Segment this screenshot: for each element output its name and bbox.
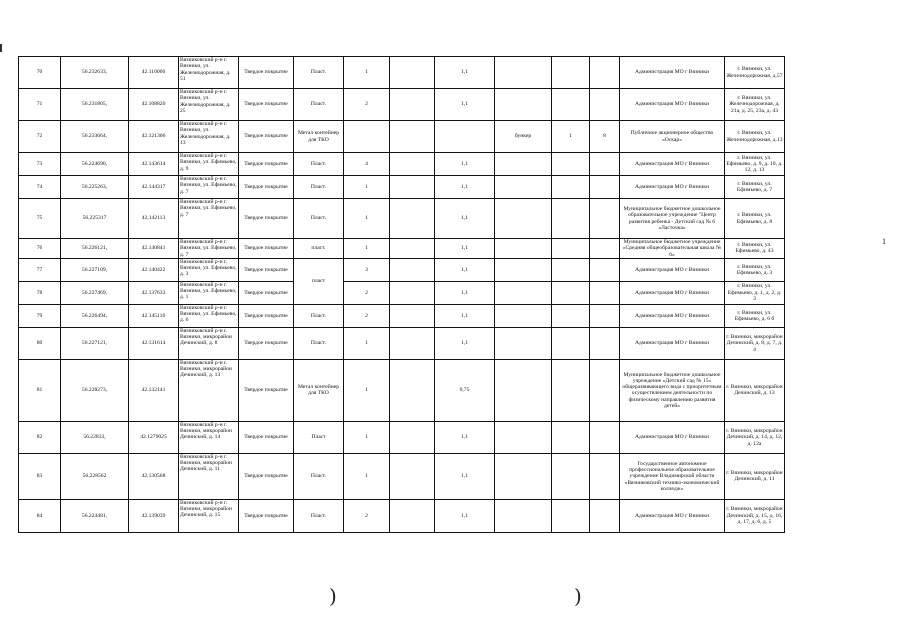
waste-source-addresses-cell: г. Вязники, микрорайон Дечинский, д. 13 xyxy=(725,359,785,421)
site-address-cell: Вязниковский р-н г. Вязники, ул. Ефимьево, д. 1 xyxy=(179,281,239,304)
site-address-cell: Вязниковский р-н г. Вязники, микрорайон Дечинский, д. 15 xyxy=(179,499,239,532)
table-row xyxy=(19,121,785,153)
waste-source-addresses-cell: г. Вязники, ул. Ефимьево, д. 43 xyxy=(725,239,785,259)
row-number-cell: 80 xyxy=(19,327,61,359)
site-address-cell: Вязниковский р-н г. Вязники, микрорайон Дечинский, д. 13 xyxy=(179,359,239,421)
site-address-cell: Вязниковский р-н г. Вязники, ул. Ефимьево, д. 7 xyxy=(179,199,239,239)
bunker-type-cell xyxy=(495,304,552,327)
container-count-cell: 4 xyxy=(344,153,390,176)
spacer-cell-cell xyxy=(390,239,435,259)
surface-type-cell: Твердое покрытие xyxy=(239,327,294,359)
bunker-type-cell: бункер xyxy=(495,121,552,153)
bunker-count-cell xyxy=(552,359,590,421)
bunker-count-cell xyxy=(552,57,590,89)
latitude-cell: 56.228273, xyxy=(61,359,129,421)
latitude-cell: 56.233664, xyxy=(61,121,129,153)
container-volume-cell: 0,75 xyxy=(435,359,495,421)
bunker-type-cell xyxy=(495,281,552,304)
row-number-cell: 77 xyxy=(19,258,61,281)
surface-type-cell: Твердое покрытие xyxy=(239,239,294,259)
waste-source-addresses-cell: г. Вязники, ул. Ефимьево, д. 1, д. 2, д. 3 xyxy=(725,281,785,304)
site-address-cell: Вязниковский р-н г. Вязники, ул. Ефимьево, д. 6 xyxy=(179,304,239,327)
scan-edge-mark xyxy=(0,44,2,52)
container-count-cell: 2 xyxy=(344,304,390,327)
table-row xyxy=(19,258,785,281)
bunker-count-cell xyxy=(552,89,590,121)
site-address-cell: Вязниковский р-н г. Вязники, ул. Ефимьево, д. 7 xyxy=(179,176,239,199)
row-number-cell: 84 xyxy=(19,499,61,532)
container-volume-cell: 1,1 xyxy=(435,281,495,304)
owner-organization-cell: Администрация МО г Вязники xyxy=(620,57,725,89)
bunker-count-cell xyxy=(552,199,590,239)
bunker-volume-cell xyxy=(590,239,620,259)
owner-organization-cell: Администрация МО г Вязники xyxy=(620,258,725,281)
owner-organization-cell: Администрация МО г Вязники xyxy=(620,499,725,532)
surface-type-cell: Твердое покрытие xyxy=(239,304,294,327)
bunker-type-cell xyxy=(495,57,552,89)
bunker-count-cell xyxy=(552,258,590,281)
bunker-volume-cell xyxy=(590,176,620,199)
container-material-cell: Метал контейнер для ТКО xyxy=(294,359,344,421)
site-address-cell: Вязниковский р-н г. Вязники, микрорайон Дечинский, д. 14 xyxy=(179,421,239,453)
site-address-cell: Вязниковский р-н г. Вязники, ул. Ефимьево, д. 9 xyxy=(179,153,239,176)
waste-source-addresses-cell: г. Вязники, ул. Железнодорожная, д.13 xyxy=(725,121,785,153)
container-material-cell: Пласт. xyxy=(294,499,344,532)
container-volume-cell: 1,1 xyxy=(435,89,495,121)
row-number-cell: 74 xyxy=(19,176,61,199)
bunker-count-cell xyxy=(552,421,590,453)
surface-type-cell: Твердое покрытие xyxy=(239,499,294,532)
longitude-cell: 42.121306 xyxy=(129,121,179,153)
bunker-type-cell xyxy=(495,359,552,421)
table-row xyxy=(19,239,785,259)
waste-source-addresses-cell: г. Вязники, микрорайон Дечинский, д. 11 xyxy=(725,453,785,499)
waste-source-addresses-cell: г. Вязники, ул. Железнодорожная, д.57 xyxy=(725,57,785,89)
site-address-cell: Вязниковский р-н г. Вязники, ул. Ефимьево, д. 7 xyxy=(180,239,237,258)
owner-organization-cell: Администрация МО г Вязники xyxy=(620,327,725,359)
container-material-cell: Пласт. xyxy=(294,89,344,121)
bunker-type-cell xyxy=(495,89,552,121)
container-material-cell: пласт xyxy=(294,258,344,304)
container-count-cell: 1 xyxy=(344,239,390,259)
spacer-cell-cell xyxy=(390,199,435,239)
container-volume-cell: 1,1 xyxy=(435,453,495,499)
container-volume-cell xyxy=(435,121,495,153)
container-material-cell: Пласт. xyxy=(294,304,344,327)
site-address-cell: Вязниковский р-н г. Вязники, ул. Ефимьево, д. 3 xyxy=(179,258,239,281)
spacer-cell-cell xyxy=(390,89,435,121)
surface-type-cell: Твердое покрытие xyxy=(239,153,294,176)
owner-organization-cell: Администрация МО г Вязники xyxy=(620,153,725,176)
container-material-cell: Пласт. xyxy=(294,327,344,359)
margin-mark-right: ) xyxy=(574,584,582,608)
latitude-cell: 56.231805, xyxy=(61,89,129,121)
spacer-cell-cell xyxy=(390,153,435,176)
container-volume-cell: 1,1 xyxy=(435,421,495,453)
bunker-volume-cell xyxy=(590,359,620,421)
margin-mark-left: ) xyxy=(329,584,337,608)
owner-organization-cell: Муниципальное бюджетное дошкольное образовательное учреждение "Центр развития ребенка - Детский сад № 6 «Ласточка» xyxy=(620,199,725,239)
container-count-cell: 3 xyxy=(344,258,390,281)
container-volume-cell: 1,1 xyxy=(435,304,495,327)
latitude-cell: 56.232633, xyxy=(61,57,129,89)
row-number-cell: 72 xyxy=(19,121,61,153)
table-row xyxy=(19,421,785,453)
container-count-cell: 1 xyxy=(344,327,390,359)
bunker-type-cell xyxy=(495,327,552,359)
bunker-count-cell xyxy=(552,304,590,327)
container-count-cell xyxy=(344,121,390,153)
bunker-count-cell xyxy=(552,327,590,359)
owner-organization-cell: Администрация МО г Вязники xyxy=(620,304,725,327)
longitude-cell: 42.108820 xyxy=(129,89,179,121)
container-count-cell: 1 xyxy=(344,421,390,453)
latitude-cell: 56,228562 xyxy=(61,453,129,499)
container-volume-cell: 1,1 xyxy=(435,258,495,281)
bunker-type-cell xyxy=(495,239,552,259)
container-count-cell: 1 xyxy=(344,57,390,89)
bunker-type-cell xyxy=(495,199,552,239)
longitude-cell: 42.132141 xyxy=(129,359,179,421)
longitude-cell: 42,130568 xyxy=(129,453,179,499)
bunker-volume-cell xyxy=(590,199,620,239)
latitude-cell: 56.226121, xyxy=(61,239,129,259)
spacer-cell-cell xyxy=(390,421,435,453)
bunker-volume-cell xyxy=(590,453,620,499)
container-material-cell: Пласт. xyxy=(294,153,344,176)
longitude-cell: 42.139039 xyxy=(129,499,179,532)
bunker-type-cell xyxy=(495,176,552,199)
bunker-volume-cell xyxy=(590,281,620,304)
waste-source-addresses-cell: г. Вязники, ул. Ефимьево, д. 7 xyxy=(725,176,785,199)
surface-type-cell: Твердое покрытие xyxy=(239,421,294,453)
longitude-cell: 42.110060 xyxy=(129,57,179,89)
waste-source-addresses-cell: г. Вязники, микрорайон Дечинский, д. 15, д. 16, д. 17, д. 6, д. 5 xyxy=(725,499,785,532)
bunker-count-cell: 1 xyxy=(552,121,590,153)
container-count-cell: 2 xyxy=(344,89,390,121)
waste-source-addresses-cell: г. Вязники, ул. Ефимьево, д. 3 xyxy=(725,258,785,281)
latitude-cell: 56.22833, xyxy=(61,421,129,453)
latitude-cell: 56.227469, xyxy=(61,281,129,304)
bunker-volume-cell xyxy=(590,89,620,121)
spacer-cell-cell xyxy=(390,499,435,532)
bunker-count-cell xyxy=(552,239,590,259)
container-sites-table xyxy=(18,56,785,533)
row-number-cell: 76 xyxy=(19,239,61,259)
container-material-cell: Пласт xyxy=(294,421,344,453)
surface-type-cell: Твердое покрытие xyxy=(239,258,294,281)
longitude-cell: 42.145116 xyxy=(129,304,179,327)
bunker-volume-cell xyxy=(590,304,620,327)
table-row xyxy=(19,304,785,327)
spacer-cell-cell xyxy=(390,176,435,199)
bunker-type-cell xyxy=(495,421,552,453)
waste-source-addresses-cell: г. Вязники, микрорайон Дечинский, д. 14, д. 12, д. 12а xyxy=(725,421,785,453)
longitude-cell: 42.1279025 xyxy=(129,421,179,453)
site-address-cell: Вязниковский р-н г. Вязники, ул. Железнодорожная, д. 51 xyxy=(179,57,239,89)
row-number-cell: 82 xyxy=(19,421,61,453)
bunker-count-cell xyxy=(552,499,590,532)
table-row xyxy=(19,359,785,421)
bunker-type-cell xyxy=(495,153,552,176)
latitude-cell: 56.224481, xyxy=(61,499,129,532)
owner-organization-cell: Муниципальное бюджетное учреждение «Средняя общеобразовательная школа № 6» xyxy=(620,239,725,259)
table-row xyxy=(19,199,785,239)
longitude-cell: 42.143614 xyxy=(129,153,179,176)
spacer-cell-cell xyxy=(390,359,435,421)
row-number-cell: 81 xyxy=(19,359,61,421)
surface-type-cell: Твердое покрытие xyxy=(239,281,294,304)
bunker-count-cell xyxy=(552,281,590,304)
registry-sheet xyxy=(18,56,785,533)
table-row xyxy=(19,499,785,532)
longitude-cell: 42.140422 xyxy=(129,258,179,281)
owner-organization-cell: Государственное автономное профессиональное образовательное учреждение Владимирской области «Вязниковский технико-экономический колледж» xyxy=(620,453,725,499)
row-number-cell: 70 xyxy=(19,57,61,89)
row-number-cell: 75 xyxy=(19,199,61,239)
bunker-type-cell xyxy=(495,499,552,532)
bunker-volume-cell xyxy=(590,499,620,532)
waste-source-addresses-cell: г. Вязники, ул. Ефимьево, д. 9, д. 10, д. 12, д. 13 xyxy=(725,153,785,176)
container-material-cell: Пласт. xyxy=(294,57,344,89)
bunker-count-cell xyxy=(552,153,590,176)
owner-organization-cell: Муниципальное бюджетное дошкольное учреждение «Детский сад № 15» общеразвивающего вида с приоритетным осуществлением деятельности по физическому направлению развития детей» xyxy=(620,359,725,421)
spacer-cell-cell xyxy=(390,281,435,304)
row-number-cell: 83 xyxy=(19,453,61,499)
bunker-volume-cell xyxy=(590,153,620,176)
row-number-cell: 79 xyxy=(19,304,61,327)
spacer-cell-cell xyxy=(390,453,435,499)
container-material-cell: Пласт. xyxy=(294,199,344,239)
container-volume-cell: 1,1 xyxy=(435,239,495,259)
bunker-volume-cell: 8 xyxy=(590,121,620,153)
bunker-volume-cell xyxy=(590,57,620,89)
container-count-cell: 1 xyxy=(344,199,390,239)
waste-source-addresses-cell: г. Вязники, ул. Ефимьево, д. 8 xyxy=(725,199,785,239)
spacer-cell-cell xyxy=(390,121,435,153)
surface-type-cell: Твердое покрытие xyxy=(239,57,294,89)
surface-type-cell: Твердое покрытие xyxy=(239,453,294,499)
spacer-cell-cell xyxy=(390,258,435,281)
bunker-volume-cell xyxy=(590,421,620,453)
container-material-cell: Пласт. xyxy=(294,453,344,499)
spacer-cell-cell xyxy=(390,57,435,89)
site-address-cell: Вязниковский р-н г. Вязники, микрорайон Дечинский, д. 8 xyxy=(179,327,239,359)
table-row xyxy=(19,327,785,359)
surface-type-cell: Твердое покрытие xyxy=(239,121,294,153)
longitude-cell: 42.144317 xyxy=(129,176,179,199)
latitude-cell: 56.227109, xyxy=(61,258,129,281)
container-count-cell: 1 xyxy=(344,359,390,421)
longitude-cell: 42,142113 xyxy=(129,199,179,239)
container-volume-cell: 1,1 xyxy=(435,176,495,199)
owner-organization-cell: Публичное акционерное общество «Оскар» xyxy=(620,121,725,153)
latitude-cell: 56,225317 xyxy=(61,199,129,239)
bunker-type-cell xyxy=(495,258,552,281)
surface-type-cell: Твердое покрытие xyxy=(239,359,294,421)
container-volume-cell: 1,1 xyxy=(435,57,495,89)
site-address-cell: Вязниковский р-н г. Вязники, ул. Железнодорожная, д. 13 xyxy=(179,121,239,153)
container-material-cell: Пласт. xyxy=(294,176,344,199)
row-number-cell: 73 xyxy=(19,153,61,176)
latitude-cell: 56.224690, xyxy=(61,153,129,176)
owner-organization-cell: Администрация МО г Вязники xyxy=(620,281,725,304)
site-address-cell: Вязниковский р-н г. Вязники, микрорайон Дечинский, д. 11 xyxy=(179,453,239,499)
surface-type-cell: Твердое покрытие xyxy=(239,176,294,199)
table-row xyxy=(19,153,785,176)
container-material-cell: пласт. xyxy=(294,239,344,259)
latitude-cell: 56.227121, xyxy=(61,327,129,359)
table-row xyxy=(19,176,785,199)
bunker-count-cell xyxy=(552,176,590,199)
spacer-cell-cell xyxy=(390,304,435,327)
owner-organization-cell: Администрация МО г Вязники xyxy=(620,421,725,453)
table-row xyxy=(19,57,785,89)
container-count-cell: 1 xyxy=(344,176,390,199)
spacer-cell-cell xyxy=(390,327,435,359)
container-count-cell: 2 xyxy=(344,499,390,532)
row-number-cell: 71 xyxy=(19,89,61,121)
bunker-volume-cell xyxy=(590,258,620,281)
container-volume-cell: 1,1 xyxy=(435,199,495,239)
owner-organization-cell: Администрация МО г Вязники xyxy=(620,89,725,121)
container-volume-cell: 1,1 xyxy=(435,153,495,176)
longitude-cell: 42.140841 xyxy=(129,239,179,259)
container-count-cell: 1 xyxy=(344,453,390,499)
waste-source-addresses-cell: г. Вязники, микрорайон Дечинский, д. 8, д. 7, д. 4 xyxy=(725,327,785,359)
bunker-volume-cell xyxy=(590,327,620,359)
waste-source-addresses-cell: г. Вязники, ул. Железнодорожная, д. 21а, д. 25, 23а, д. 43 xyxy=(725,89,785,121)
container-volume-cell: 1,1 xyxy=(435,327,495,359)
surface-type-cell: Твердое покрытие xyxy=(239,199,294,239)
longitude-cell: 42.131614 xyxy=(129,327,179,359)
latitude-cell: 56.225263, xyxy=(61,176,129,199)
latitude-cell: 56.226494, xyxy=(61,304,129,327)
table-row xyxy=(19,281,785,304)
table-row xyxy=(19,89,785,121)
longitude-cell: 42.137633 xyxy=(129,281,179,304)
site-address-cell: Вязниковский р-н г. Вязники, ул. Железнодорожная, д. 25 xyxy=(179,89,239,121)
container-material-cell: Метал контейнер для ТКО xyxy=(294,121,344,153)
container-volume-cell: 1,1 xyxy=(435,499,495,532)
bunker-count-cell xyxy=(552,453,590,499)
waste-source-addresses-cell: г. Вязники, ул. Ефимьево, д. 6 б xyxy=(725,304,785,327)
bunker-type-cell xyxy=(495,453,552,499)
row-number-cell: 78 xyxy=(19,281,61,304)
surface-type-cell: Твердое покрытие xyxy=(239,89,294,121)
owner-organization-cell: Администрация МО г Вязники xyxy=(620,176,725,199)
side-page-note: 1 xyxy=(882,237,886,246)
table-row xyxy=(19,453,785,499)
container-count-cell: 2 xyxy=(344,281,390,304)
